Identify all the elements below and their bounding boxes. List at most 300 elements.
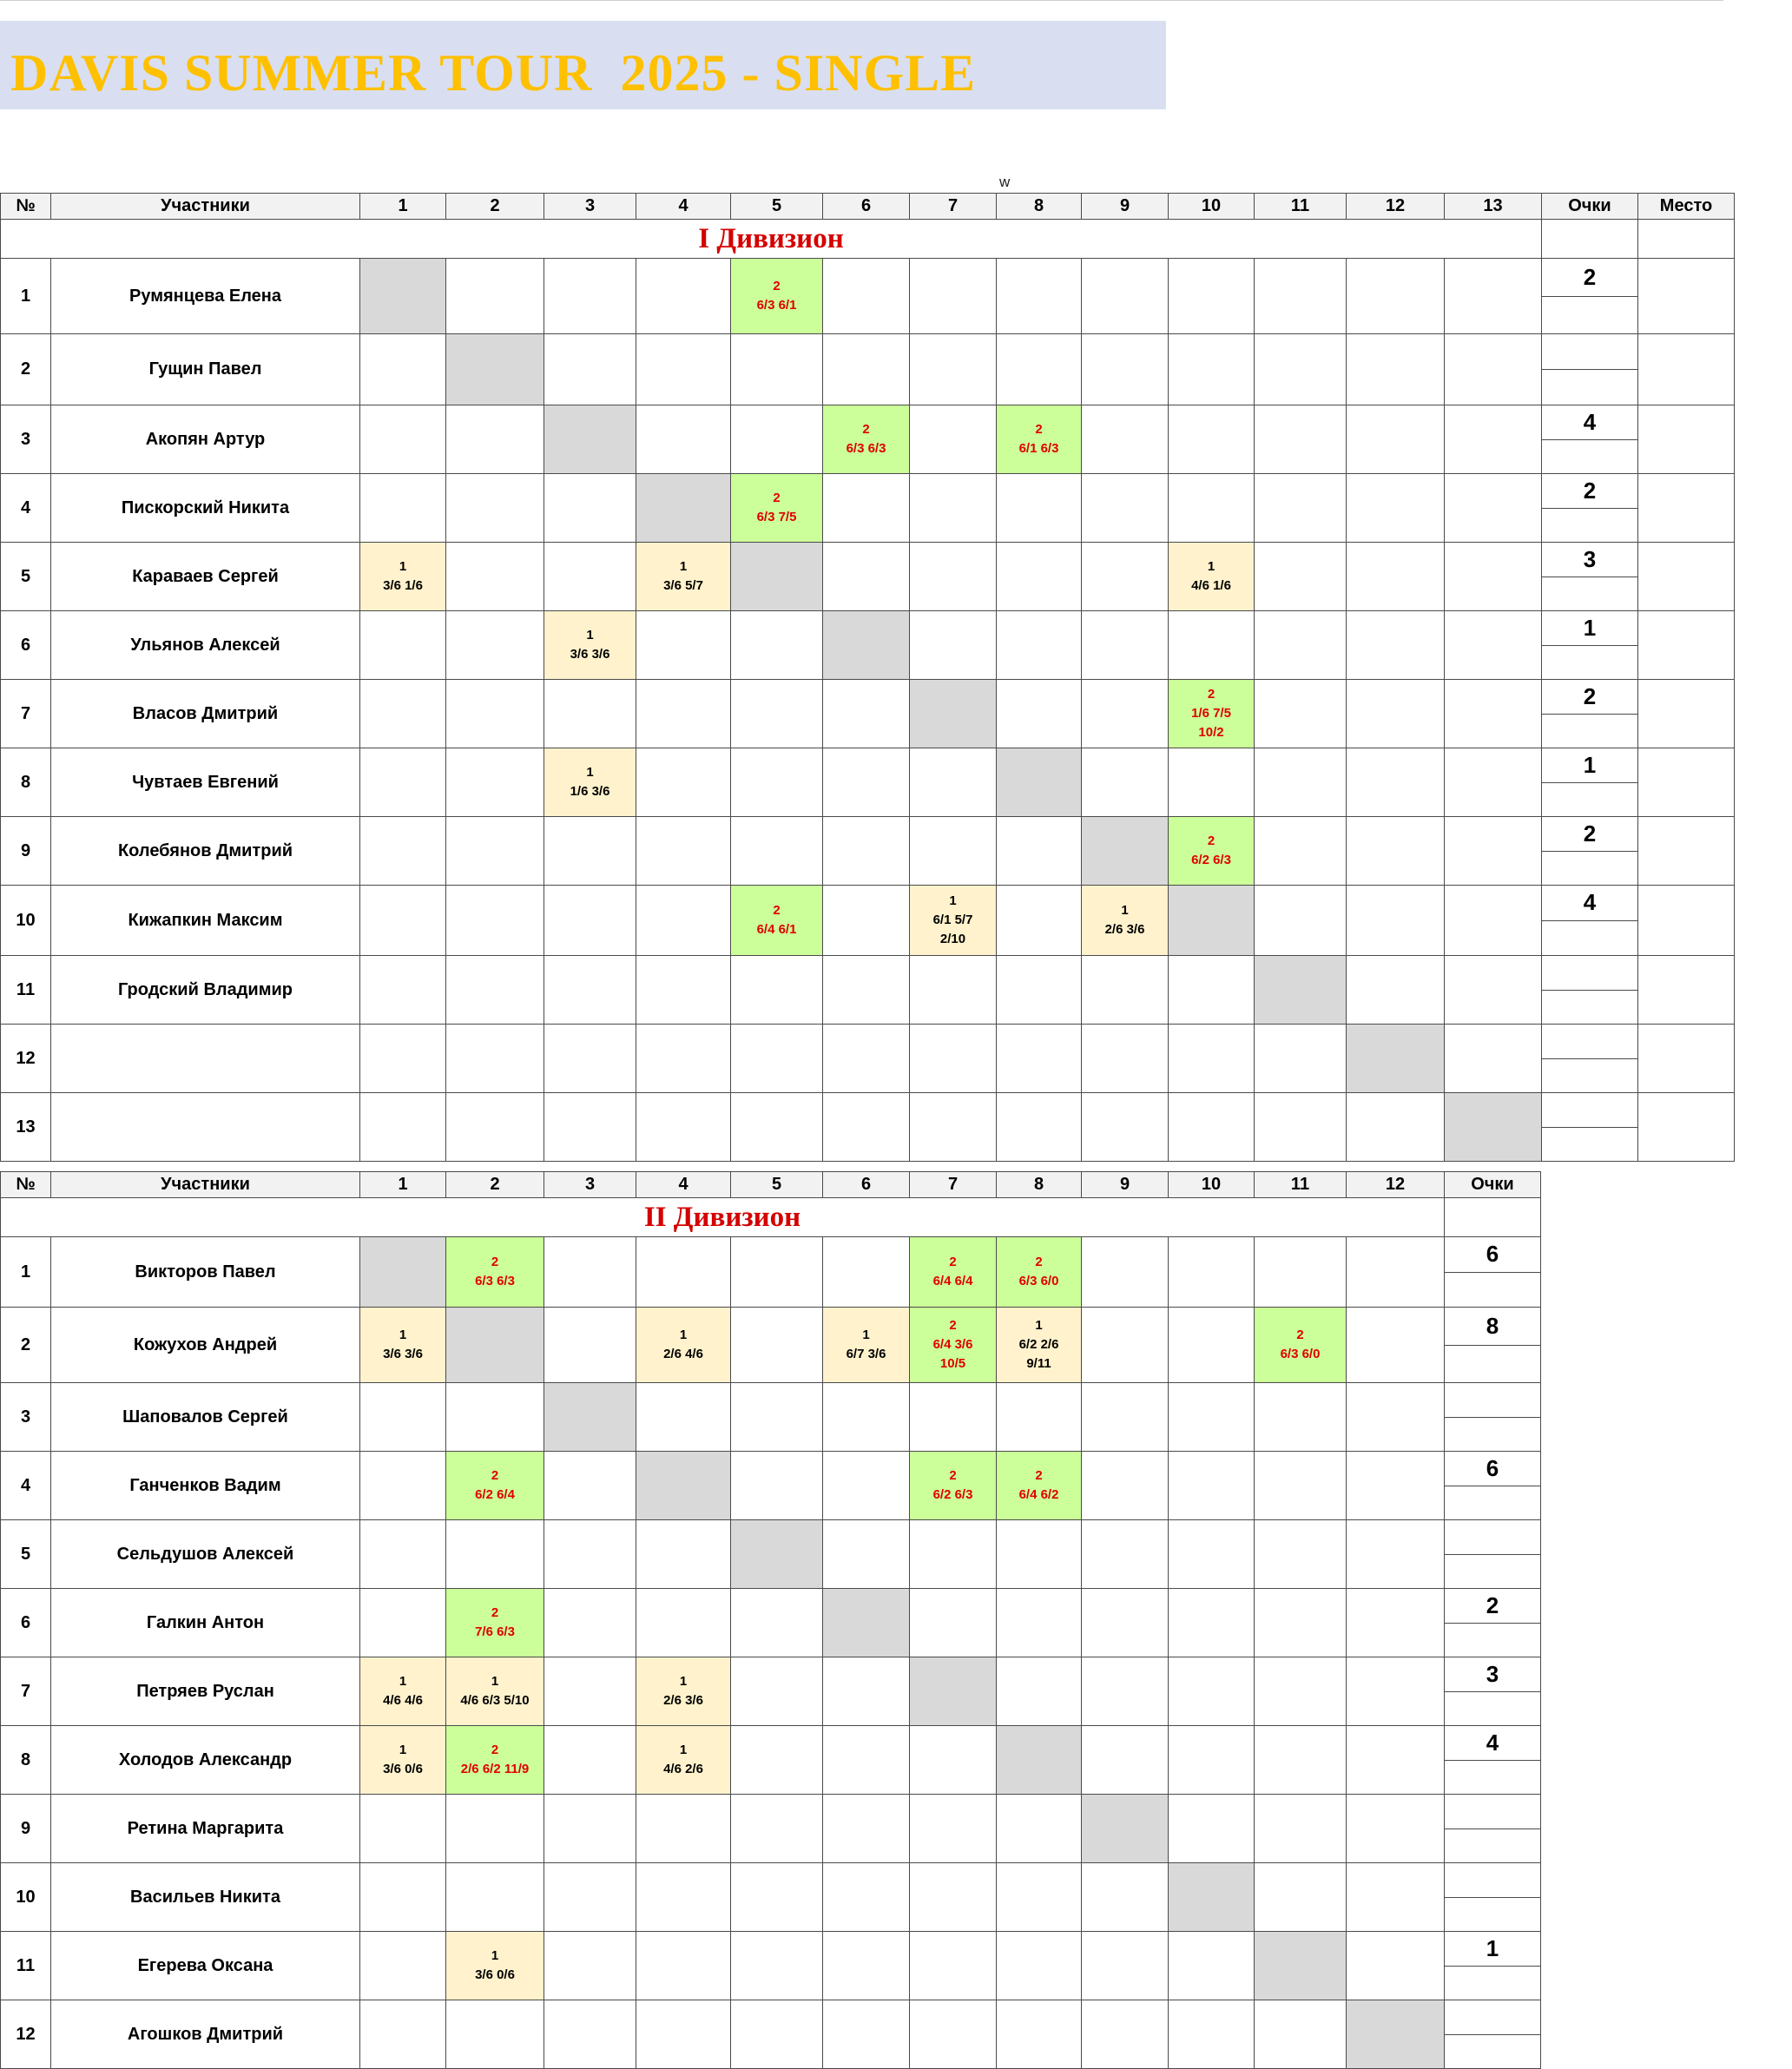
match-result-loss[interactable] — [1082, 886, 1169, 956]
match-cell[interactable] — [1445, 748, 1542, 817]
match-cell[interactable] — [997, 680, 1082, 748]
match-cell[interactable] — [636, 1383, 731, 1452]
match-cell[interactable] — [1445, 474, 1542, 543]
match-cell[interactable] — [1255, 1726, 1347, 1795]
match-cell[interactable] — [1255, 334, 1347, 405]
match-cell[interactable] — [910, 956, 997, 1025]
place-cell[interactable] — [1638, 748, 1735, 817]
match-cell[interactable] — [910, 1383, 997, 1452]
match-result-loss[interactable] — [1169, 543, 1255, 611]
match-cell[interactable] — [910, 1863, 997, 1932]
match-cell[interactable] — [731, 748, 823, 817]
match-cell[interactable] — [997, 334, 1082, 405]
match-cell[interactable] — [360, 611, 446, 680]
match-cell[interactable] — [823, 1093, 910, 1162]
match-cell[interactable] — [823, 1726, 910, 1795]
match-cell[interactable] — [544, 1657, 636, 1726]
match-cell[interactable] — [1255, 2000, 1347, 2069]
place-cell[interactable] — [1638, 611, 1735, 680]
match-cell[interactable] — [360, 405, 446, 474]
match-cell[interactable] — [731, 956, 823, 1025]
match-cell[interactable] — [731, 1452, 823, 1520]
match-cell[interactable] — [636, 1589, 731, 1657]
match-cell[interactable] — [636, 259, 731, 334]
match-cell[interactable] — [360, 886, 446, 956]
match-cell[interactable] — [1169, 1657, 1255, 1726]
match-cell[interactable] — [1082, 1726, 1169, 1795]
match-cell[interactable] — [1169, 1237, 1255, 1308]
match-cell[interactable] — [823, 956, 910, 1025]
match-cell[interactable] — [1082, 1308, 1169, 1383]
match-cell[interactable] — [823, 1025, 910, 1093]
match-cell[interactable] — [910, 259, 997, 334]
match-cell[interactable] — [731, 334, 823, 405]
match-cell[interactable] — [1347, 543, 1445, 611]
match-cell[interactable] — [1169, 1383, 1255, 1452]
match-cell[interactable] — [823, 2000, 910, 2069]
match-cell[interactable] — [446, 1025, 544, 1093]
match-cell[interactable] — [997, 1657, 1082, 1726]
match-cell[interactable] — [823, 1452, 910, 1520]
match-cell[interactable] — [910, 1932, 997, 2000]
match-cell[interactable] — [360, 1932, 446, 2000]
match-cell[interactable] — [1082, 680, 1169, 748]
match-cell[interactable] — [1347, 1520, 1445, 1589]
match-cell[interactable] — [997, 2000, 1082, 2069]
match-cell[interactable] — [823, 543, 910, 611]
match-result-loss[interactable] — [544, 748, 636, 817]
match-cell[interactable] — [1255, 1795, 1347, 1863]
match-cell[interactable] — [360, 748, 446, 817]
match-cell[interactable] — [910, 2000, 997, 2069]
match-cell[interactable] — [910, 334, 997, 405]
match-cell[interactable] — [731, 1025, 823, 1093]
match-cell[interactable] — [544, 543, 636, 611]
match-cell[interactable] — [910, 1726, 997, 1795]
match-result-win[interactable] — [1169, 680, 1255, 748]
match-cell[interactable] — [731, 680, 823, 748]
match-cell[interactable] — [1255, 1093, 1347, 1162]
match-cell[interactable] — [731, 1726, 823, 1795]
match-cell[interactable] — [1255, 680, 1347, 748]
match-cell[interactable] — [1255, 474, 1347, 543]
match-cell[interactable] — [731, 1589, 823, 1657]
match-cell[interactable] — [731, 1795, 823, 1863]
match-cell[interactable] — [360, 2000, 446, 2069]
match-cell[interactable] — [1169, 956, 1255, 1025]
match-cell[interactable] — [1347, 334, 1445, 405]
match-cell[interactable] — [636, 611, 731, 680]
match-cell[interactable] — [1169, 611, 1255, 680]
match-cell[interactable] — [1082, 611, 1169, 680]
match-cell[interactable] — [360, 334, 446, 405]
match-cell[interactable] — [997, 1383, 1082, 1452]
match-cell[interactable] — [731, 1863, 823, 1932]
match-cell[interactable] — [1169, 1795, 1255, 1863]
match-result-loss[interactable] — [544, 611, 636, 680]
match-result-loss[interactable] — [823, 1308, 910, 1383]
match-cell[interactable] — [636, 2000, 731, 2069]
match-cell[interactable] — [823, 1863, 910, 1932]
match-cell[interactable] — [1255, 886, 1347, 956]
match-cell[interactable] — [1169, 1093, 1255, 1162]
match-cell[interactable] — [1347, 680, 1445, 748]
match-cell[interactable] — [636, 1863, 731, 1932]
place-cell[interactable] — [1638, 886, 1735, 956]
match-cell[interactable] — [544, 1237, 636, 1308]
match-cell[interactable] — [997, 1589, 1082, 1657]
match-cell[interactable] — [360, 680, 446, 748]
match-cell[interactable] — [823, 474, 910, 543]
match-cell[interactable] — [636, 1520, 731, 1589]
match-cell[interactable] — [544, 1932, 636, 2000]
match-cell[interactable] — [1347, 259, 1445, 334]
match-cell[interactable] — [1347, 1726, 1445, 1795]
match-cell[interactable] — [997, 1932, 1082, 2000]
match-cell[interactable] — [823, 680, 910, 748]
match-cell[interactable] — [997, 817, 1082, 886]
match-cell[interactable] — [823, 886, 910, 956]
match-result-win[interactable] — [446, 1452, 544, 1520]
match-cell[interactable] — [1255, 1589, 1347, 1657]
place-cell[interactable] — [1638, 1093, 1735, 1162]
match-cell[interactable] — [1082, 956, 1169, 1025]
match-result-loss[interactable] — [446, 1657, 544, 1726]
match-cell[interactable] — [1445, 886, 1542, 956]
match-result-win[interactable] — [997, 1452, 1082, 1520]
match-cell[interactable] — [1082, 1932, 1169, 2000]
match-cell[interactable] — [910, 748, 997, 817]
match-cell[interactable] — [1255, 543, 1347, 611]
place-cell[interactable] — [1638, 474, 1735, 543]
match-cell[interactable] — [731, 1237, 823, 1308]
match-result-loss[interactable] — [360, 1726, 446, 1795]
match-cell[interactable] — [446, 1795, 544, 1863]
match-cell[interactable] — [731, 2000, 823, 2069]
match-cell[interactable] — [1445, 334, 1542, 405]
match-cell[interactable] — [360, 1093, 446, 1162]
match-cell[interactable] — [1082, 1657, 1169, 1726]
match-cell[interactable] — [1169, 748, 1255, 817]
match-cell[interactable] — [446, 680, 544, 748]
match-cell[interactable] — [823, 1932, 910, 2000]
match-cell[interactable] — [544, 1589, 636, 1657]
match-cell[interactable] — [544, 817, 636, 886]
match-cell[interactable] — [823, 259, 910, 334]
match-cell[interactable] — [1169, 1589, 1255, 1657]
match-cell[interactable] — [1082, 2000, 1169, 2069]
match-cell[interactable] — [910, 817, 997, 886]
match-result-win[interactable] — [731, 474, 823, 543]
match-cell[interactable] — [544, 1452, 636, 1520]
match-cell[interactable] — [1082, 1025, 1169, 1093]
match-cell[interactable] — [636, 1093, 731, 1162]
match-result-loss[interactable] — [360, 1657, 446, 1726]
match-cell[interactable] — [446, 1093, 544, 1162]
match-cell[interactable] — [1255, 611, 1347, 680]
match-cell[interactable] — [997, 1863, 1082, 1932]
match-cell[interactable] — [544, 1795, 636, 1863]
match-cell[interactable] — [1169, 259, 1255, 334]
match-cell[interactable] — [731, 1308, 823, 1383]
match-cell[interactable] — [1169, 1025, 1255, 1093]
match-cell[interactable] — [997, 886, 1082, 956]
match-cell[interactable] — [1255, 1383, 1347, 1452]
match-cell[interactable] — [1255, 1657, 1347, 1726]
match-cell[interactable] — [823, 1657, 910, 1726]
match-cell[interactable] — [731, 1093, 823, 1162]
match-cell[interactable] — [446, 1383, 544, 1452]
match-result-loss[interactable] — [997, 1308, 1082, 1383]
place-cell[interactable] — [1638, 817, 1735, 886]
match-cell[interactable] — [544, 334, 636, 405]
match-result-win[interactable] — [823, 405, 910, 474]
match-cell[interactable] — [544, 474, 636, 543]
match-cell[interactable] — [910, 474, 997, 543]
match-cell[interactable] — [910, 1795, 997, 1863]
match-cell[interactable] — [1082, 1237, 1169, 1308]
match-result-win[interactable] — [731, 259, 823, 334]
place-cell[interactable] — [1638, 680, 1735, 748]
match-cell[interactable] — [997, 543, 1082, 611]
match-cell[interactable] — [1445, 680, 1542, 748]
match-cell[interactable] — [1347, 1863, 1445, 1932]
match-result-win[interactable] — [910, 1452, 997, 1520]
match-cell[interactable] — [1082, 1093, 1169, 1162]
match-cell[interactable] — [1347, 1383, 1445, 1452]
match-cell[interactable] — [360, 1863, 446, 1932]
match-cell[interactable] — [731, 817, 823, 886]
match-cell[interactable] — [446, 956, 544, 1025]
match-cell[interactable] — [910, 1025, 997, 1093]
match-cell[interactable] — [823, 1520, 910, 1589]
match-cell[interactable] — [1347, 1452, 1445, 1520]
match-cell[interactable] — [1445, 817, 1542, 886]
match-cell[interactable] — [446, 405, 544, 474]
match-result-win[interactable] — [1255, 1308, 1347, 1383]
match-cell[interactable] — [636, 956, 731, 1025]
match-cell[interactable] — [1255, 817, 1347, 886]
match-result-loss[interactable] — [910, 886, 997, 956]
match-cell[interactable] — [1255, 1025, 1347, 1093]
match-cell[interactable] — [446, 2000, 544, 2069]
match-result-win[interactable] — [910, 1308, 997, 1383]
match-cell[interactable] — [360, 1589, 446, 1657]
match-cell[interactable] — [731, 1657, 823, 1726]
match-cell[interactable] — [1169, 1452, 1255, 1520]
match-cell[interactable] — [1445, 1025, 1542, 1093]
match-cell[interactable] — [1347, 886, 1445, 956]
match-cell[interactable] — [997, 956, 1082, 1025]
match-cell[interactable] — [731, 1932, 823, 2000]
match-cell[interactable] — [1347, 611, 1445, 680]
match-cell[interactable] — [1169, 1520, 1255, 1589]
match-cell[interactable] — [636, 1025, 731, 1093]
match-cell[interactable] — [997, 259, 1082, 334]
match-cell[interactable] — [360, 817, 446, 886]
match-cell[interactable] — [636, 817, 731, 886]
match-result-win[interactable] — [446, 1726, 544, 1795]
match-cell[interactable] — [636, 1237, 731, 1308]
match-result-win[interactable] — [1169, 817, 1255, 886]
match-result-win[interactable] — [446, 1589, 544, 1657]
match-result-loss[interactable] — [636, 1657, 731, 1726]
match-cell[interactable] — [997, 611, 1082, 680]
match-cell[interactable] — [1347, 1589, 1445, 1657]
match-cell[interactable] — [1347, 405, 1445, 474]
match-cell[interactable] — [997, 1795, 1082, 1863]
match-cell[interactable] — [636, 886, 731, 956]
match-cell[interactable] — [823, 1237, 910, 1308]
match-cell[interactable] — [544, 886, 636, 956]
match-result-loss[interactable] — [446, 1932, 544, 2000]
match-cell[interactable] — [1082, 543, 1169, 611]
match-cell[interactable] — [1445, 611, 1542, 680]
match-cell[interactable] — [1082, 259, 1169, 334]
match-cell[interactable] — [1082, 1383, 1169, 1452]
match-cell[interactable] — [823, 748, 910, 817]
match-cell[interactable] — [636, 1795, 731, 1863]
match-cell[interactable] — [1082, 1589, 1169, 1657]
match-cell[interactable] — [1169, 2000, 1255, 2069]
match-cell[interactable] — [446, 748, 544, 817]
place-cell[interactable] — [1638, 1025, 1735, 1093]
match-cell[interactable] — [1169, 334, 1255, 405]
match-cell[interactable] — [446, 474, 544, 543]
match-cell[interactable] — [731, 405, 823, 474]
match-cell[interactable] — [636, 680, 731, 748]
place-cell[interactable] — [1638, 405, 1735, 474]
match-cell[interactable] — [910, 1520, 997, 1589]
match-cell[interactable] — [1082, 1863, 1169, 1932]
place-cell[interactable] — [1638, 543, 1735, 611]
match-cell[interactable] — [1347, 1657, 1445, 1726]
match-cell[interactable] — [360, 1025, 446, 1093]
match-cell[interactable] — [1255, 405, 1347, 474]
match-cell[interactable] — [1169, 1726, 1255, 1795]
match-cell[interactable] — [1347, 956, 1445, 1025]
match-cell[interactable] — [360, 1452, 446, 1520]
match-cell[interactable] — [544, 1093, 636, 1162]
match-cell[interactable] — [446, 1863, 544, 1932]
match-cell[interactable] — [1347, 817, 1445, 886]
match-result-loss[interactable] — [636, 1726, 731, 1795]
match-cell[interactable] — [544, 1520, 636, 1589]
match-cell[interactable] — [544, 259, 636, 334]
match-cell[interactable] — [997, 1093, 1082, 1162]
match-cell[interactable] — [544, 680, 636, 748]
match-cell[interactable] — [636, 748, 731, 817]
match-cell[interactable] — [1082, 334, 1169, 405]
match-cell[interactable] — [360, 956, 446, 1025]
match-cell[interactable] — [544, 1726, 636, 1795]
match-result-loss[interactable] — [360, 1308, 446, 1383]
match-result-win[interactable] — [731, 886, 823, 956]
match-cell[interactable] — [731, 611, 823, 680]
match-cell[interactable] — [544, 1025, 636, 1093]
match-cell[interactable] — [1445, 259, 1542, 334]
match-cell[interactable] — [1347, 1308, 1445, 1383]
match-cell[interactable] — [446, 817, 544, 886]
match-cell[interactable] — [1445, 405, 1542, 474]
match-cell[interactable] — [1255, 1237, 1347, 1308]
match-cell[interactable] — [636, 1932, 731, 2000]
match-cell[interactable] — [636, 334, 731, 405]
match-cell[interactable] — [1347, 1795, 1445, 1863]
match-result-win[interactable] — [910, 1237, 997, 1308]
match-cell[interactable] — [1169, 1932, 1255, 2000]
match-cell[interactable] — [446, 259, 544, 334]
match-result-win[interactable] — [997, 405, 1082, 474]
match-result-win[interactable] — [446, 1237, 544, 1308]
match-cell[interactable] — [910, 543, 997, 611]
match-result-loss[interactable] — [636, 1308, 731, 1383]
match-cell[interactable] — [636, 405, 731, 474]
match-result-loss[interactable] — [636, 543, 731, 611]
match-cell[interactable] — [1169, 1308, 1255, 1383]
match-cell[interactable] — [1255, 1452, 1347, 1520]
match-cell[interactable] — [1082, 1452, 1169, 1520]
match-cell[interactable] — [910, 1589, 997, 1657]
match-cell[interactable] — [910, 611, 997, 680]
match-cell[interactable] — [544, 1863, 636, 1932]
match-cell[interactable] — [446, 1520, 544, 1589]
match-cell[interactable] — [1347, 748, 1445, 817]
match-result-win[interactable] — [997, 1237, 1082, 1308]
match-cell[interactable] — [1255, 748, 1347, 817]
match-result-loss[interactable] — [360, 543, 446, 611]
match-cell[interactable] — [1082, 474, 1169, 543]
match-cell[interactable] — [446, 886, 544, 956]
match-cell[interactable] — [731, 1383, 823, 1452]
match-cell[interactable] — [1347, 1093, 1445, 1162]
match-cell[interactable] — [446, 611, 544, 680]
match-cell[interactable] — [1082, 405, 1169, 474]
match-cell[interactable] — [1347, 474, 1445, 543]
match-cell[interactable] — [823, 1383, 910, 1452]
match-cell[interactable] — [544, 2000, 636, 2069]
match-cell[interactable] — [1255, 259, 1347, 334]
place-cell[interactable] — [1638, 259, 1735, 334]
match-cell[interactable] — [1169, 474, 1255, 543]
place-cell[interactable] — [1638, 334, 1735, 405]
match-cell[interactable] — [1347, 1932, 1445, 2000]
match-cell[interactable] — [997, 474, 1082, 543]
match-cell[interactable] — [1082, 748, 1169, 817]
match-cell[interactable] — [544, 1308, 636, 1383]
match-cell[interactable] — [1347, 1237, 1445, 1308]
place-cell[interactable] — [1638, 956, 1735, 1025]
match-cell[interactable] — [823, 817, 910, 886]
match-cell[interactable] — [910, 405, 997, 474]
match-cell[interactable] — [997, 1520, 1082, 1589]
match-cell[interactable] — [360, 474, 446, 543]
match-cell[interactable] — [360, 1383, 446, 1452]
match-cell[interactable] — [1255, 1863, 1347, 1932]
match-cell[interactable] — [360, 1795, 446, 1863]
match-cell[interactable] — [446, 543, 544, 611]
match-cell[interactable] — [1082, 1520, 1169, 1589]
match-cell[interactable] — [544, 956, 636, 1025]
match-cell[interactable] — [997, 1025, 1082, 1093]
match-cell[interactable] — [1445, 956, 1542, 1025]
match-cell[interactable] — [1169, 405, 1255, 474]
match-cell[interactable] — [910, 1093, 997, 1162]
match-cell[interactable] — [1445, 543, 1542, 611]
match-cell[interactable] — [360, 1520, 446, 1589]
match-cell[interactable] — [1255, 1520, 1347, 1589]
match-cell[interactable] — [823, 334, 910, 405]
